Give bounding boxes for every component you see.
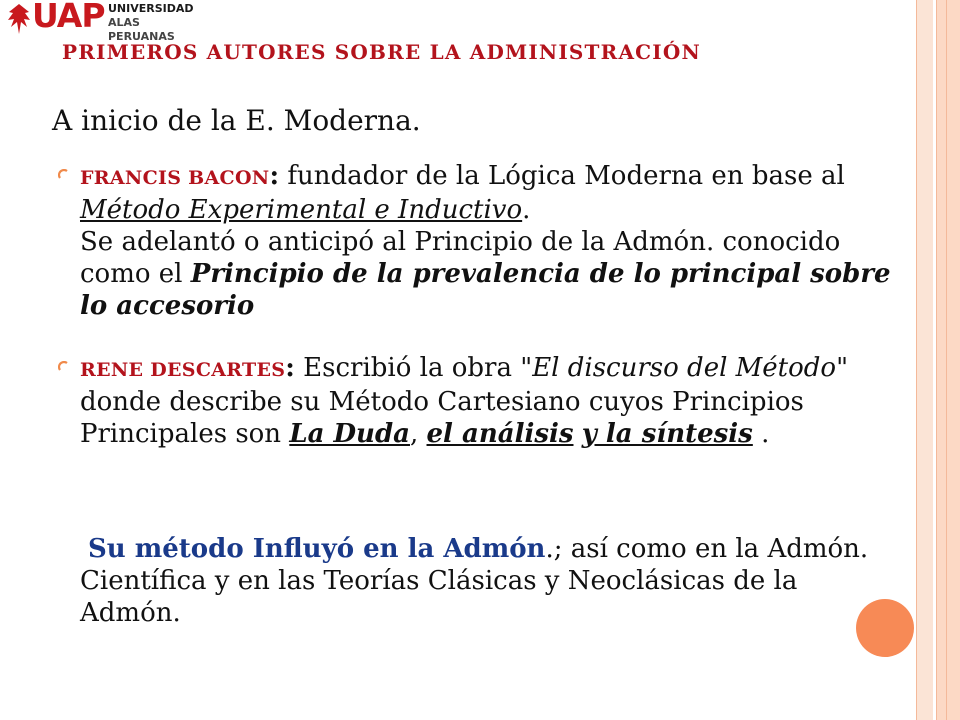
- logo-text: [108, 2, 202, 44]
- author-name: RENE DESCARTES: [80, 359, 286, 381]
- decorative-band-outer: [936, 0, 960, 720]
- descartes-text-1: Escribió la obra: [294, 353, 521, 383]
- principle-duda: La Duda: [289, 419, 410, 449]
- principle-analisis: el análisis: [426, 419, 574, 449]
- logo-line-1: UNIVERSIDAD: [108, 2, 194, 15]
- influence-lead: Su método Influyó en la Admón: [88, 534, 546, 564]
- university-logo: [2, 0, 202, 43]
- descartes-text-2: donde describe su Método Cartesiano cuyos Principios Principales son: [80, 387, 804, 449]
- separator-space: [574, 419, 582, 449]
- bullet-arc-icon: [58, 169, 68, 179]
- influence-rest: .; así como en la Admón. Científica y en las Teorías Clásicas y Neoclásicas de la Admón.: [80, 534, 869, 628]
- decorative-band-inner: [916, 0, 933, 720]
- slide-title: PRIMEROS AUTORES SOBRE LA ADMINISTRACIÓN: [62, 40, 701, 64]
- decorative-band-line: [946, 0, 947, 720]
- name-colon: :: [285, 353, 295, 383]
- logo-uap: UAP: [32, 0, 105, 35]
- bacon-method: Método Experimental e Inductivo: [80, 195, 523, 225]
- bacon-text-2: .: [522, 195, 531, 225]
- bacon-line-2: Se adelantó o anticipó al Principio de la Admón. conocido como el: [80, 227, 841, 289]
- logo-line-2: ALAS PERUANAS: [108, 16, 175, 43]
- descartes-end: .: [752, 419, 770, 449]
- eagle-icon: [6, 2, 32, 36]
- bacon-principle: Principio de la prevalencia de lo principal sobre lo accesorio: [80, 259, 891, 321]
- bullet-arc-icon: [58, 361, 68, 371]
- bullet-list: [58, 160, 898, 450]
- principle-sintesis: y la síntesis: [581, 419, 753, 449]
- bullet-rene-descartes: [58, 352, 898, 450]
- slide-subtitle: A inicio de la E. Moderna.: [52, 104, 421, 137]
- author-name: FRANCIS BACON: [80, 167, 270, 189]
- decorative-band-gap: [933, 0, 935, 720]
- separator-comma: ,: [409, 419, 427, 449]
- bullet-francis-bacon: [58, 160, 898, 322]
- bacon-text-1: fundador de la Lógica Moderna en base al: [279, 161, 845, 191]
- name-colon: :: [269, 161, 280, 191]
- influence-paragraph: [80, 533, 900, 629]
- descartes-work: "El discurso del Método": [520, 353, 849, 383]
